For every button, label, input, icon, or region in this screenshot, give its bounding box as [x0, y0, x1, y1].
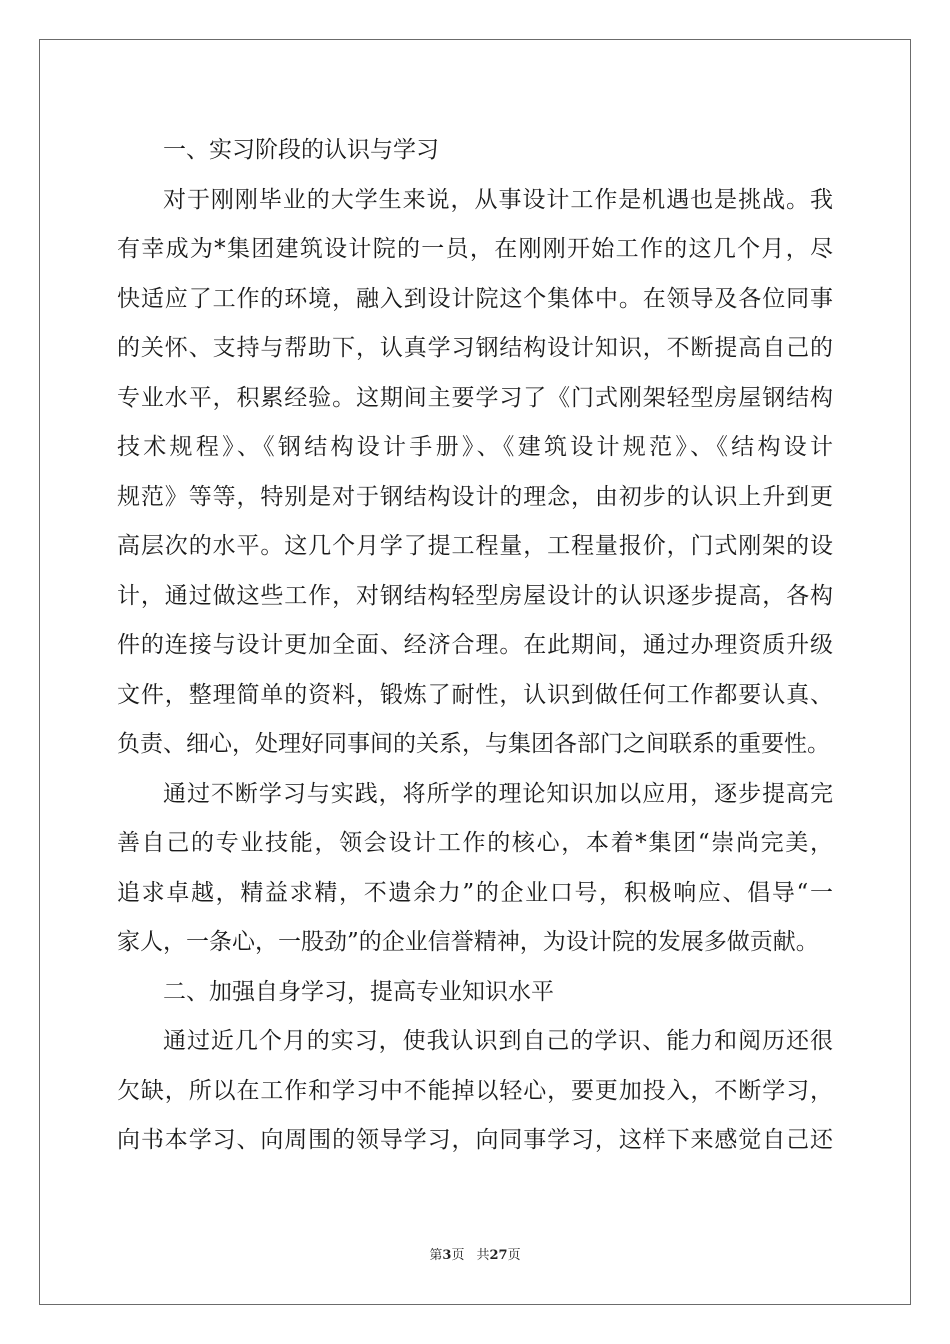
paragraph-line: 通过近几个月的实习，使我认识到自己的学识、能力和阅历还很	[163, 1028, 833, 1054]
paragraph-line: 高层次的水平。这几个月学了提工程量，工程量报价，门式刚架的设	[117, 533, 833, 559]
paragraph-line: 负责、细心，处理好同事间的关系，与集团各部门之间联系的重要性。	[117, 731, 830, 757]
paragraph-line: 专业水平，积累经验。这期间主要学习了《门式刚架轻型房屋钢结构	[117, 384, 833, 411]
page-number: 3	[442, 1248, 452, 1263]
total-suffix: 页	[507, 1248, 521, 1263]
paragraph-line: 文件，整理简单的资料，锻炼了耐性，认识到做任何工作都要认真、	[117, 681, 833, 708]
page-suffix: 页	[451, 1248, 465, 1263]
paragraph-line: 对于刚刚毕业的大学生来说，从事设计工作是机遇也是挑战。我	[163, 186, 833, 213]
paragraph-line: 家人，一条心，一股劲”的企业信誉精神，为设计院的发展多做贡献。	[117, 929, 819, 955]
total-prefix: 共	[476, 1248, 490, 1263]
paragraph-line: 技术规程》、《钢结构设计手册》、《建筑设计规范》、《结构设计	[117, 434, 833, 460]
section-heading: 一、实习阶段的认识与学习	[163, 137, 439, 163]
paragraph-line: 追求卓越，精益求精，不遗余力”的企业口号，积极响应、倡导“一	[117, 879, 833, 906]
section-heading: 二、加强自身学习，提高专业知识水平	[163, 978, 554, 1005]
paragraph-line: 计，通过做这些工作，对钢结构轻型房屋设计的认识逐步提高，各构	[117, 582, 833, 609]
paragraph-line: 欠缺，所以在工作和学习中不能掉以轻心，要更加投入，不断学习，	[117, 1077, 833, 1104]
page-prefix: 第	[429, 1248, 443, 1263]
paragraph-line: 快适应了工作的环境，融入到设计院这个集体中。在领导及各位同事	[117, 285, 833, 312]
total-pages: 27	[489, 1248, 508, 1263]
page-footer	[0, 1244, 950, 1263]
paragraph-line: 通过不断学习与实践，将所学的理论知识加以应用，逐步提高完	[163, 780, 833, 807]
paragraph-line: 规范》等等，特别是对于钢结构设计的理念，由初步的认识上升到更	[117, 483, 833, 510]
paragraph-line: 向书本学习、向周围的领导学习，向同事学习，这样下来感觉自己还	[117, 1127, 833, 1153]
document-body	[117, 126, 833, 1166]
paragraph-line: 有幸成为*集团建筑设计院的一员，在刚刚开始工作的这几个月，尽	[117, 236, 833, 262]
paragraph-line: 善自己的专业技能，领会设计工作的核心，本着*集团“崇尚完美，	[117, 830, 833, 856]
paragraph-line: 件的连接与设计更加全面、经济合理。在此期间，通过办理资质升级	[117, 632, 833, 658]
paragraph-line: 的关怀、支持与帮助下，认真学习钢结构设计知识，不断提高自己的	[117, 335, 833, 361]
